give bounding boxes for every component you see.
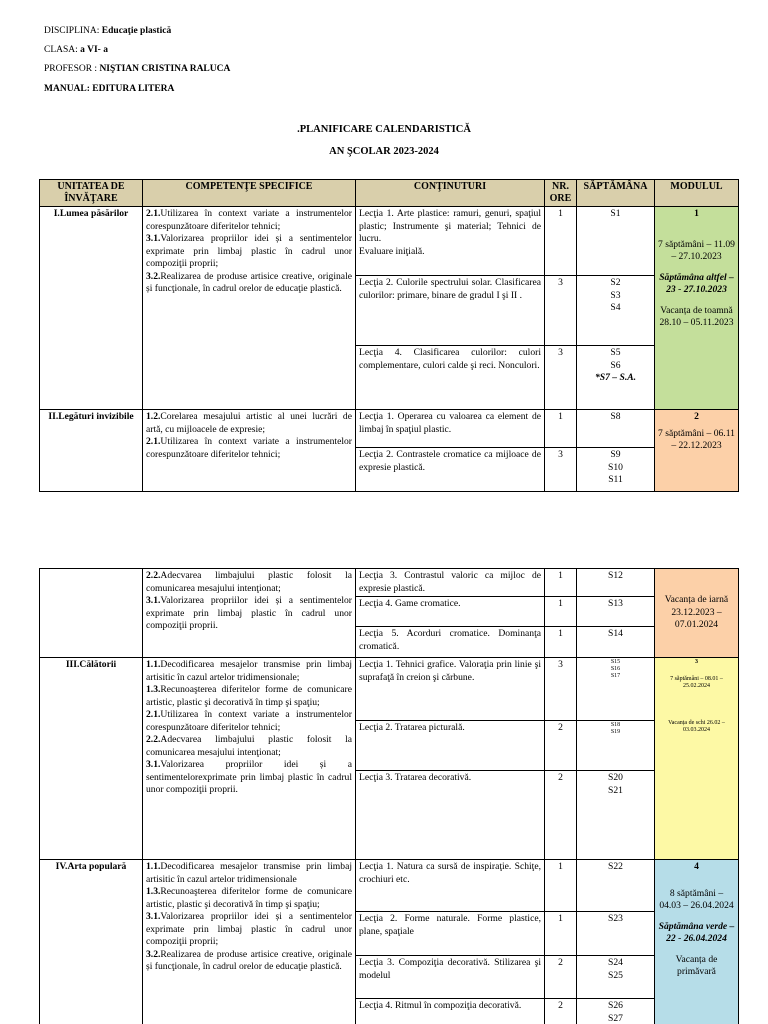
manual-line bbox=[44, 84, 174, 94]
lesson-content: Lecţia 2. Tratarea picturală. bbox=[356, 721, 545, 771]
competence-code: 3.2. bbox=[146, 948, 161, 960]
header-week: SĂPTĂMÂNA bbox=[577, 180, 655, 207]
header-hours: NR. ORE bbox=[545, 180, 577, 207]
lesson-hours: 1 bbox=[545, 207, 577, 276]
week-label: S24 bbox=[608, 957, 623, 968]
lesson-weeks bbox=[577, 860, 655, 912]
lesson-weeks bbox=[577, 410, 655, 448]
teacher-label: PROFESOR : bbox=[44, 64, 98, 74]
discipline-label: DISCIPLINA: bbox=[44, 26, 100, 36]
module-number: 1 bbox=[694, 208, 699, 219]
lesson-content: Lecţia 4. Game cromatice. bbox=[356, 597, 545, 627]
competence-code: 2.1. bbox=[146, 436, 161, 447]
lesson-weeks bbox=[577, 658, 655, 721]
competence-text: Decodificarea mesajelor transmise prin limbaj artisitic în cazul artelor tridimensionale bbox=[146, 861, 352, 885]
teacher-line bbox=[44, 64, 230, 74]
lesson-weeks bbox=[577, 346, 655, 410]
lesson-content: Lecţia 5. Acorduri cromatice. Dominanţa cromatică. bbox=[356, 627, 545, 658]
week-label: S13 bbox=[608, 598, 623, 609]
lesson-weeks bbox=[577, 597, 655, 627]
week-label: S12 bbox=[608, 570, 623, 581]
header-module: MODULUL bbox=[655, 180, 739, 207]
plan-table-page1 bbox=[39, 179, 739, 492]
module-cell bbox=[655, 569, 739, 658]
competences-cell bbox=[143, 569, 356, 658]
lesson-hours: 1 bbox=[545, 569, 577, 597]
week-label: S26 bbox=[608, 1000, 623, 1011]
lesson-hours: 1 bbox=[545, 860, 577, 912]
table-header-row bbox=[40, 180, 739, 207]
competence-code: 1.1. bbox=[146, 861, 161, 872]
week-label: S4 bbox=[610, 302, 621, 313]
table-row bbox=[40, 658, 739, 721]
lesson-content: Lecţia 3. Compoziţia decorativă. Stilizarea şi modelul bbox=[356, 956, 545, 999]
lesson-content: Lecţia 4. Clasificarea culorilor: culori complementare, culori calde şi reci. Nonculori. bbox=[356, 346, 545, 410]
module-cell bbox=[655, 658, 739, 860]
unit-name: IV.Arta populară bbox=[40, 860, 143, 1024]
lesson-weeks bbox=[577, 276, 655, 346]
week-label: S11 bbox=[608, 474, 623, 485]
competence-text: Recunoaşterea diferitelor forme de comunicare artistic, plastic şi decorativă în timp şi spaţiu; bbox=[146, 886, 352, 910]
module-period: 7 săptămâni – 11.09 – 27.10.2023 bbox=[658, 238, 735, 262]
lesson-hours: 1 bbox=[545, 597, 577, 627]
week-label: S5 bbox=[610, 347, 621, 358]
lesson-content: Lecţia 4. Ritmul în compoziţia decorativă. bbox=[356, 999, 545, 1024]
unit-name: I.Lumea păsărilor bbox=[40, 207, 143, 410]
competence-code: 3.1. bbox=[146, 759, 161, 770]
table-row bbox=[40, 207, 739, 276]
competence-text: Adecvarea limbajului plastic folosit la comunicarea mesajului intenţionat; bbox=[146, 734, 352, 758]
module-vacation: Vacanța de schi 26.02 – 03.03.2024 bbox=[668, 720, 725, 733]
week-label: S21 bbox=[608, 784, 623, 796]
module-vacation: Vacanța de primăvară bbox=[675, 953, 718, 977]
table-row bbox=[40, 410, 739, 448]
module-cell bbox=[655, 860, 739, 1024]
header-competences: COMPETENŢE SPECIFICE bbox=[143, 180, 356, 207]
module-period: 7 săptămâni – 06.11 – 22.12.2023 bbox=[658, 427, 735, 451]
lesson-content: Lecţia 3. Tratarea decorativă. bbox=[356, 771, 545, 860]
lesson-weeks bbox=[577, 956, 655, 999]
week-label: S27 bbox=[608, 1012, 623, 1024]
discipline-value: Educaţie plastică bbox=[101, 26, 172, 36]
module-special-week: Săptămâna verde – 22 - 26.04.2024 bbox=[658, 920, 735, 944]
competence-text: Valorizarea propriilor idei și a sentimentelor exprimate prin limbaj plastic în cadrul unor compoziţii proprii. bbox=[146, 595, 352, 631]
week-label: S10 bbox=[608, 461, 623, 473]
lesson-content: Lecţia 2. Forme naturale. Forme plastice, plane, spaţiale bbox=[356, 912, 545, 956]
lesson-weeks bbox=[577, 999, 655, 1024]
competence-text: Recunoaşterea diferitelor forme de comunicare artistic, plastic şi decorativă în timp şi spaţiu; bbox=[146, 684, 352, 708]
lesson-content: Lecţia 3. Contrastul valoric ca mijloc de expresie plastică. bbox=[356, 569, 545, 597]
module-special-week: Săptămâna altfel – 23 - 27.10.2023 bbox=[659, 271, 734, 295]
module-period: 7 săptămâni – 08.01 – 25.02.2024 bbox=[670, 676, 723, 689]
competence-text: Valorizarea propriilor idei și a sentimentelorexprimate prin limbaj plastic în cadrul unor compoziţii proprii. bbox=[146, 759, 352, 795]
lesson-hours: 3 bbox=[545, 346, 577, 410]
competence-code: 1.3. bbox=[146, 886, 161, 897]
week-label: S2 bbox=[610, 277, 621, 288]
class-line bbox=[44, 45, 108, 55]
competence-text: Corelarea mesajului artistic al unei lucrări de artă, cu mijloacele de expresie; bbox=[146, 411, 352, 435]
lesson-hours: 2 bbox=[545, 771, 577, 860]
lesson-hours: 3 bbox=[545, 658, 577, 721]
lesson-weeks bbox=[577, 569, 655, 597]
competence-code: 3.1. bbox=[146, 595, 161, 606]
lesson-text: Lecţia 1. Arte plastice: ramuri, genuri, spaţiul plastic; Instrumente şi material; Tehnici de lucru. bbox=[359, 208, 541, 244]
plan-table-page2 bbox=[39, 568, 739, 1024]
competence-code: 3.2. bbox=[146, 270, 161, 282]
lesson-extra: Evaluare iniţială. bbox=[359, 245, 425, 257]
document-title: .PLANIFICARE CALENDARISTICĂ bbox=[297, 124, 471, 135]
competence-text: Adecvarea limbajului plastic folosit la comunicarea mesajului intenţionat; bbox=[146, 570, 352, 594]
competence-code: 3.1. bbox=[146, 911, 161, 922]
competence-text: Utilizarea în context variate a instrumentelor corespunzătoare diferitelor tehnici; bbox=[146, 436, 352, 460]
module-number: 3 bbox=[695, 659, 698, 665]
unit-name: II.Legături invizibile bbox=[40, 410, 143, 492]
module-number: 2 bbox=[694, 411, 699, 422]
class-value: a VI- a bbox=[80, 45, 108, 55]
module-period: 8 săptămâni – 04.03 – 26.04.2024 bbox=[659, 887, 734, 911]
discipline-line bbox=[44, 26, 171, 36]
competence-text: Realizarea de produse artisice creative, originale și funcţionale, în cadrul orelor de educaţie plastică. bbox=[146, 948, 352, 972]
lesson-content bbox=[356, 207, 545, 276]
table-row bbox=[40, 860, 739, 912]
week-label: S1 bbox=[610, 208, 621, 219]
header-unit: UNITATEA DE ÎNVĂŢARE bbox=[40, 180, 143, 207]
lesson-hours: 2 bbox=[545, 999, 577, 1024]
week-label: S16 bbox=[610, 666, 621, 672]
lesson-hours: 3 bbox=[545, 448, 577, 492]
competence-code: 1.1. bbox=[146, 659, 161, 670]
lesson-hours: 3 bbox=[545, 276, 577, 346]
competence-text: Valorizarea propriilor idei și a sentimentelor exprimate prin limbaj plastic în cadrul unor compoziţii proprii; bbox=[146, 911, 352, 947]
week-label: S25 bbox=[608, 969, 623, 981]
teacher-value: NIŞTIAN CRISTINA RALUCA bbox=[99, 64, 231, 74]
lesson-weeks bbox=[577, 771, 655, 860]
competence-code: 2.1. bbox=[146, 709, 161, 720]
week-label: S3 bbox=[610, 289, 621, 301]
week-label: S15 bbox=[610, 659, 621, 665]
manual-text: MANUAL: EDITURA LITERA bbox=[44, 84, 175, 94]
header-contents: CONŢINUTURI bbox=[356, 180, 545, 207]
competence-code: 3.1. bbox=[146, 233, 161, 244]
module-cell bbox=[655, 410, 739, 492]
lesson-hours: 2 bbox=[545, 956, 577, 999]
module-vacation: Vacanța de toamnă 28.10 – 05.11.2023 bbox=[659, 304, 734, 328]
week-label: S9 bbox=[610, 449, 621, 460]
lesson-hours: 1 bbox=[545, 410, 577, 448]
competence-text: Utilizarea în context variate a instrumentelor corespunzătoare diferitelor tehnici; bbox=[146, 709, 352, 733]
lesson-content: Lecţia 2. Contrastele cromatice ca mijloace de expresie plastică. bbox=[356, 448, 545, 492]
week-label: S23 bbox=[608, 913, 623, 924]
competence-code: 1.3. bbox=[146, 684, 161, 695]
lesson-weeks bbox=[577, 721, 655, 771]
lesson-content: Lecţia 1. Operarea cu valoarea ca element de limbaj în spaţiul plastic. bbox=[356, 410, 545, 448]
lesson-weeks bbox=[577, 912, 655, 956]
lesson-content: Lecţia 1. Tehnici grafice. Valoraţia prin linie şi suprafaţă în creion şi cărbune. bbox=[356, 658, 545, 721]
competence-code: 2.2. bbox=[146, 734, 161, 745]
lesson-hours: 1 bbox=[545, 627, 577, 658]
week-label: S14 bbox=[608, 628, 623, 639]
lesson-weeks bbox=[577, 448, 655, 492]
module-number: 4 bbox=[694, 861, 699, 872]
week-label: S22 bbox=[608, 861, 623, 872]
lesson-hours: 2 bbox=[545, 721, 577, 771]
competences-cell bbox=[143, 410, 356, 492]
competence-code: 1.2. bbox=[146, 411, 161, 422]
competences-cell bbox=[143, 860, 356, 1024]
module-cell bbox=[655, 207, 739, 410]
competences-cell bbox=[143, 207, 356, 410]
lesson-hours: 1 bbox=[545, 912, 577, 956]
competence-code: 2.2. bbox=[146, 570, 161, 581]
unit-name-empty bbox=[40, 569, 143, 658]
school-year-title: AN ŞCOLAR 2023-2024 bbox=[329, 146, 439, 157]
week-label: S18 bbox=[610, 722, 621, 728]
competence-text: Valorizarea propriilor idei și a sentimentelor exprimate prin limbaj plastic în cadrul unor compoziţii proprii; bbox=[146, 233, 352, 269]
class-label: CLASA: bbox=[44, 45, 78, 55]
competence-text: Utilizarea în context variate a instrumentelor corespunzătoare diferitelor tehnici; bbox=[146, 208, 352, 232]
table-row bbox=[40, 569, 739, 597]
competence-text: Realizarea de produse artisice creative, originale și funcţionale, în cadrul orelor de educaţie plastică. bbox=[146, 270, 352, 294]
module-vacation: Vacanța de iarnă 23.12.2023 – 07.01.2024 bbox=[664, 594, 729, 631]
school-altfel-week: *S7 – S.A. bbox=[594, 372, 637, 383]
week-label: S8 bbox=[610, 411, 621, 422]
week-label: S17 bbox=[610, 673, 621, 679]
lesson-content: Lecţia 1. Natura ca sursă de inspiraţie. Schiţe, crochiuri etc. bbox=[356, 860, 545, 912]
week-label: S6 bbox=[610, 359, 621, 371]
competence-text: Decodificarea mesajelor transmise prin limbaj artisitic în cazul artelor tridimensionale; bbox=[146, 659, 352, 683]
competences-cell bbox=[143, 658, 356, 860]
competence-code: 2.1. bbox=[146, 208, 161, 219]
unit-name: III.Călătorii bbox=[40, 658, 143, 860]
lesson-weeks bbox=[577, 207, 655, 276]
lesson-weeks bbox=[577, 627, 655, 658]
week-label: S19 bbox=[610, 729, 621, 735]
week-label: S20 bbox=[608, 772, 623, 783]
lesson-content: Lecţia 2. Culorile spectrului solar. Clasificarea culorilor: primare, binare de gradul I şi II . bbox=[356, 276, 545, 346]
